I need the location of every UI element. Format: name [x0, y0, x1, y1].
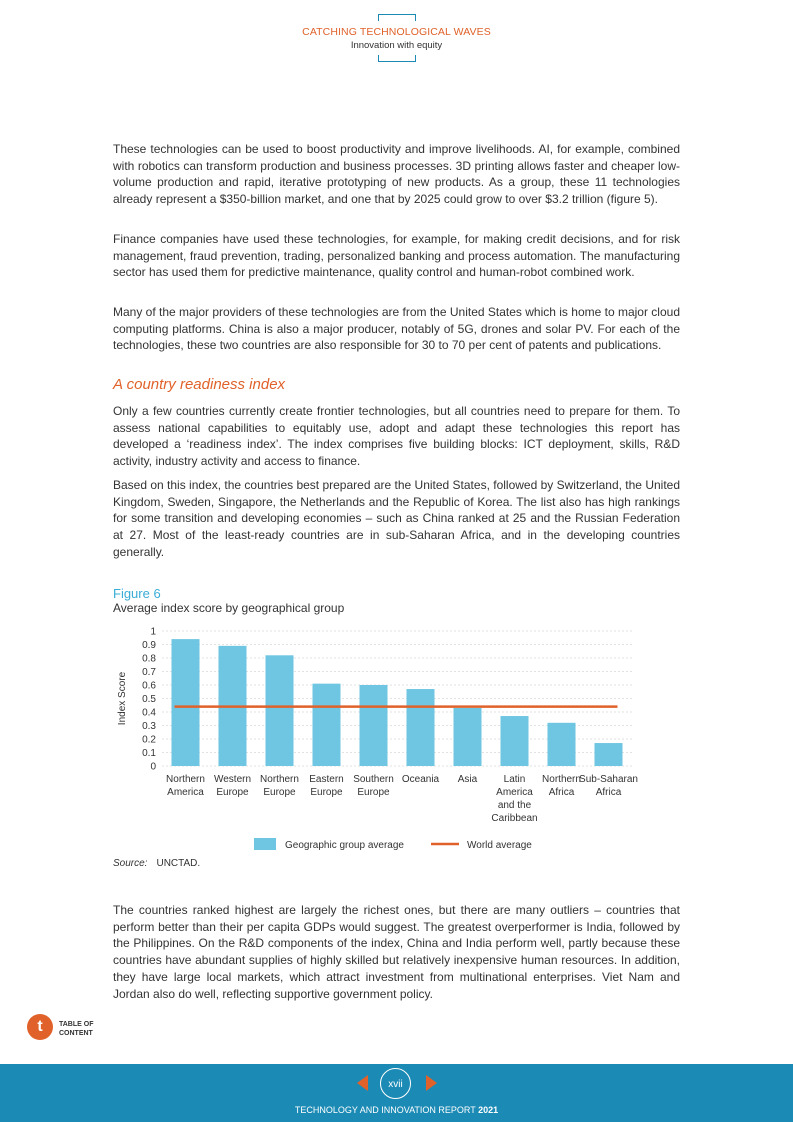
x-tick-label: Europe: [357, 787, 390, 798]
bar-chart: [110, 620, 690, 855]
chart-y-ticks: [142, 627, 156, 773]
bar: [407, 689, 435, 766]
x-tick-label: Africa: [548, 787, 575, 798]
figure-source: [113, 858, 200, 869]
header-bracket-bottom: [378, 55, 416, 62]
paragraph-1: These technologies can be used to boost productivity and improve livelihoods. AI, for example, combined with robotics can transform production and business processes. 3D printing allows faster and cheaper low-volume production and rapid, iterative prototyping of new products. As a group, these 11 technologies already represent a $350-billion market, and one that by 2025 could grow to over $3.2 trillion (figure 5).: [113, 142, 680, 207]
bar: [595, 743, 623, 766]
y-tick-label: 0.1: [142, 748, 156, 759]
page-number: xvii: [380, 1068, 411, 1099]
x-tick-label: Eastern: [309, 774, 344, 785]
x-tick-label: and the: [497, 800, 532, 811]
legend-label-bar: Geographic group average: [285, 840, 404, 851]
x-tick-label: Latin: [503, 774, 526, 785]
x-tick-label: America: [496, 787, 533, 798]
y-tick-label: 0: [150, 761, 156, 773]
paragraph-2: Finance companies have used these technologies, for example, for making credit decisions, and for risk management, fraud prevention, trading, personalized banking and process automation. The manufacturing sector has used them for predictive maintenance, quality control and human-robot combined work.: [113, 232, 680, 280]
y-tick-label: 1: [150, 626, 156, 638]
x-tick-label: Sub-Saharan: [579, 774, 638, 785]
x-tick-label: America: [167, 787, 204, 798]
running-header-title: CATCHING TECHNOLOGICAL WAVES: [302, 26, 491, 38]
table-of-content-icon: t: [27, 1014, 53, 1040]
x-tick-label: Oceania: [401, 774, 440, 785]
footer-report-title: [0, 1105, 793, 1115]
paragraph-6: The countries ranked highest are largely the richest ones, but there are many outliers – countries that perform better than their per capita GDPs would suggest. The greatest overperformer is India, followed by the Philippines. On the R&D components of the index, China and India perform well, partly because these countries have abundant supplies of highly skilled but relatively inexpensive human resources. In addition, they have large local markets, which attract investment from multinational enterprises. Viet Nam and Jordan also do well, reflecting supportive government policy.: [113, 903, 680, 1001]
y-tick-label: 0.2: [142, 734, 156, 746]
x-tick-label: Northern: [166, 774, 205, 785]
bar: [454, 708, 482, 766]
bar: [548, 723, 576, 766]
bar: [501, 716, 529, 766]
x-tick-label: Europe: [310, 787, 343, 798]
y-tick-label: 0.9: [142, 640, 156, 651]
table-of-content-link[interactable]: [27, 1014, 127, 1044]
x-tick-label: Western: [213, 774, 252, 785]
bar: [360, 685, 388, 766]
y-axis-label: Index Score: [117, 671, 128, 726]
paragraph-3: Many of the major providers of these technologies are from the United States which is home to major cloud computing platforms. China is also a major producer, notably of 5G, drones and solar PV. For each of the technologies, these two countries are also responsible for 30 to 70 per cent of patents and publications.: [113, 305, 680, 353]
y-tick-label: 0.7: [142, 667, 156, 678]
source-value: UNCTAD.: [156, 858, 201, 869]
x-tick-label: Northern: [542, 774, 581, 785]
y-tick-label: 0.8: [142, 653, 156, 665]
y-tick-label: 0.5: [142, 694, 156, 705]
x-tick-label: Africa: [595, 787, 622, 798]
x-tick-label: Europe: [216, 787, 249, 798]
table-of-content-label: [59, 1020, 93, 1038]
x-tick-label: Northern: [260, 774, 299, 785]
source-label: Source:: [113, 858, 148, 869]
y-tick-label: 0.3: [142, 721, 156, 732]
footer-report-year: 2021: [478, 1105, 499, 1115]
running-header-subtitle: Innovation with equity: [350, 40, 443, 51]
figure-title: Average index score by geographical group: [113, 601, 345, 615]
paragraph-5: Based on this index, the countries best prepared are the United States, followed by Switzerland, the United Kingdom, Sweden, Singapore, the Netherlands and the Republic of Korea. The list also has high rankings for some transition and developing economies – such as China ranked at 25 and the Russian Federation at 27. Most of the least-ready countries are in sub-Saharan Africa, and in the developing countries generally.: [113, 478, 680, 559]
page-footer: [0, 1064, 793, 1122]
toc-label-line1: TABLE OF: [59, 1021, 94, 1028]
header-bracket-top: [378, 14, 416, 21]
x-tick-label: Europe: [263, 787, 296, 798]
chart-x-labels: [166, 774, 638, 824]
bar: [172, 639, 200, 766]
paragraph-4: Only a few countries currently create frontier technologies, but all countries need to prepare for them. To assess national capabilities to equitably use, adopt and adapt these technologies this report has developed a ‘readiness index’. The index comprises five building blocks: ICT deployment, skills, R&D activity, industry activity and access to finance.: [113, 404, 680, 469]
y-tick-label: 0.6: [142, 680, 156, 692]
x-tick-label: Southern: [353, 774, 394, 785]
x-tick-label: Caribbean: [491, 813, 538, 824]
y-tick-label: 0.4: [142, 707, 156, 719]
previous-page-arrow-icon[interactable]: [357, 1075, 368, 1091]
bar: [313, 684, 341, 766]
next-page-arrow-icon[interactable]: [426, 1075, 437, 1091]
toc-label-line2: CONTENT: [59, 1030, 93, 1037]
footer-report-name: TECHNOLOGY AND INNOVATION REPORT: [294, 1105, 476, 1115]
x-tick-label: Asia: [457, 774, 478, 785]
figure-label: Figure 6: [113, 586, 161, 601]
legend-label-line: World average: [467, 840, 532, 851]
section-heading: A country readiness index: [113, 376, 286, 393]
legend-swatch-bar: [254, 838, 276, 850]
bar: [266, 655, 294, 766]
